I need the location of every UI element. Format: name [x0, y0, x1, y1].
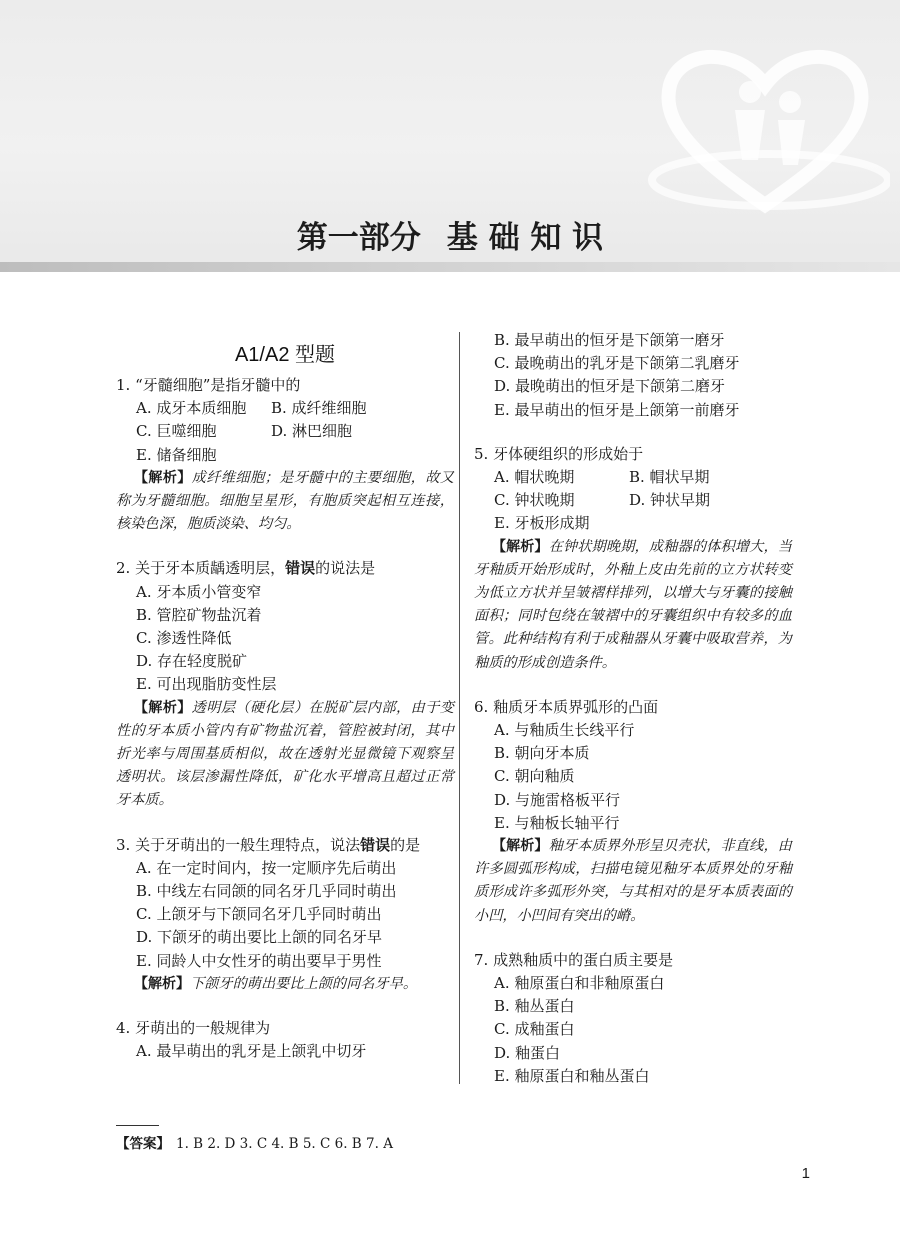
option-c: C. 最晚萌出的乳牙是下颌第二乳磨牙	[494, 354, 740, 373]
option-a: A. 最早萌出的乳牙是上颌乳中切牙	[136, 1042, 367, 1061]
question-3	[116, 834, 454, 996]
stem-emphasis: 错误	[360, 835, 391, 854]
option-d: D. 下颌牙的萌出要比上颌的同名牙早	[136, 928, 383, 947]
option-b: B. 釉丛蛋白	[494, 997, 575, 1016]
section-title: A1/A2 型题	[234, 344, 336, 366]
left-column	[116, 340, 454, 1063]
option-e: E. 储备细胞	[136, 445, 217, 464]
option-a: A. 牙本质小管变窄	[136, 582, 262, 601]
medical-logo-watermark-icon	[640, 30, 890, 220]
part-title	[0, 212, 900, 257]
option-b: B. 管腔矿物盐沉着	[136, 605, 262, 624]
analysis	[116, 467, 454, 537]
question-stem: 6. 釉质牙本质界弧形的凸面	[474, 697, 659, 716]
option-a: A. 成牙本质细胞	[136, 399, 247, 418]
option-e: E. 牙板形成期	[494, 514, 590, 533]
option-c: C. 上颌牙与下颌同名牙几乎同时萌出	[136, 905, 382, 924]
analysis	[474, 835, 792, 928]
analysis-text: 下颌牙的萌出要比上颌的同名牙早。	[190, 975, 418, 992]
option-c: C. 钟状晚期	[494, 491, 575, 510]
analysis-text: 成纤维细胞；是牙髓中的主要细胞，故又称为牙髓细胞。细胞呈星形，有胞质突起相互连接，核染色深，胞质淡染、均匀。	[116, 469, 454, 533]
option-d: D. 钟状早期	[629, 491, 711, 510]
option-b: B. 成纤维细胞	[271, 399, 367, 418]
question-7	[474, 949, 792, 1088]
option-d: D. 与施雷格板平行	[494, 790, 621, 809]
option-e: E. 同龄人中女性牙的萌出要早于男性	[136, 951, 382, 970]
option-d: D. 存在轻度脱矿	[136, 652, 248, 671]
question-stem: 4. 牙萌出的一般规律为	[116, 1019, 271, 1038]
option-b: B. 朝向牙本质	[494, 744, 590, 763]
stem-text: 的是	[390, 835, 421, 854]
part-title-number: 第一部分	[296, 220, 421, 256]
option-e: E. 最早萌出的恒牙是上颌第一前磨牙	[494, 400, 740, 419]
option-a: A. 在一定时间内，按一定顺序先后萌出	[136, 858, 397, 877]
analysis	[116, 973, 454, 996]
analysis	[116, 697, 454, 813]
option-a: A. 釉原蛋白和非釉原蛋白	[494, 974, 665, 993]
question-6	[474, 696, 792, 928]
analysis-text: 透明层（硬化层）在脱矿层内部，由于变性的牙本质小管内有矿物盐沉着，管腔被封闭，其中折光率与周围基质相似，故在透射光显微镜下观察呈透明状。该层渗漏性降低，矿化水平增高且超过正常牙本质。	[116, 699, 454, 809]
right-column	[474, 329, 792, 1088]
question-5	[474, 443, 792, 675]
question-stem: 7. 成熟釉质中的蛋白质主要是	[474, 950, 674, 969]
question-2	[116, 557, 454, 812]
question-stem: 1. “牙髓细胞”是指牙髓中的	[116, 376, 301, 394]
question-4-continued	[474, 329, 792, 422]
analysis-label: 【解析】	[492, 538, 549, 555]
analysis	[474, 536, 792, 675]
analysis-label: 【解析】	[492, 838, 549, 855]
stem-text: 的说法是	[315, 559, 376, 578]
header-bar	[0, 262, 900, 272]
option-b: B. 中线左右同颌的同名牙几乎同时萌出	[136, 882, 397, 901]
column-divider	[459, 332, 460, 1084]
answer-key	[116, 1134, 393, 1154]
question-1	[116, 374, 454, 536]
option-c: C. 朝向釉质	[494, 767, 575, 786]
answer-key-label: 【答案】	[116, 1136, 170, 1152]
analysis-text: 在钟状期晚期，成釉器的体积增大，当牙釉质开始形成时，外釉上皮由先前的立方状转变为低立方状并呈皱褶样排列，以增大与牙囊的接触面积；同时包绕在皱褶中的牙囊组织中有较多的血管。此种结构有利于成釉器从牙囊中吸取营养，为釉质的形成创造条件。	[474, 538, 792, 671]
answer-key-text: 1. B 2. D 3. C 4. B 5. C 6. B 7. A	[176, 1136, 393, 1152]
stem-text: 3. 关于牙萌出的一般生理特点，说法	[116, 835, 361, 854]
stem-text: 2. 关于牙本质龋透明层，	[116, 559, 286, 578]
part-title-name: 基 础 知 识	[446, 220, 604, 256]
analysis-text: 釉牙本质界外形呈贝壳状，非直线，由许多圆弧形构成，扫描电镜见釉牙本质界处的牙釉质形成许多弧形外突，与其相对的是牙本质表面的小凹，小凹间有突出的嵴。	[474, 838, 792, 924]
question-stem: 5. 牙体硬组织的形成始于	[474, 444, 644, 463]
page-number: 1	[801, 1165, 810, 1182]
analysis-label: 【解析】	[134, 699, 192, 716]
option-c: C. 渗透性降低	[136, 629, 232, 648]
analysis-label: 【解析】	[134, 469, 192, 486]
option-e: E. 釉原蛋白和釉丛蛋白	[494, 1066, 650, 1085]
option-e: E. 与釉板长轴平行	[494, 813, 620, 832]
question-4	[116, 1017, 454, 1063]
option-d: D. 最晚萌出的恒牙是下颌第二磨牙	[494, 377, 726, 396]
option-c: C. 巨噬细胞	[136, 422, 217, 441]
option-c: C. 成釉蛋白	[494, 1020, 575, 1039]
footnote-rule	[116, 1125, 159, 1126]
option-b: B. 帽状早期	[629, 468, 710, 487]
option-a: A. 与釉质生长线平行	[494, 721, 635, 740]
option-b: B. 最早萌出的恒牙是下颌第一磨牙	[494, 331, 725, 349]
chapter-header	[0, 0, 900, 268]
option-d: D. 釉蛋白	[494, 1043, 561, 1062]
question-stem	[116, 834, 454, 857]
option-e: E. 可出现脂肪变性层	[136, 675, 277, 694]
option-a: A. 帽状晚期	[494, 468, 575, 487]
analysis-label: 【解析】	[134, 975, 190, 992]
stem-emphasis: 错误	[285, 559, 316, 578]
option-d: D. 淋巴细胞	[271, 422, 353, 441]
question-stem	[116, 557, 454, 580]
